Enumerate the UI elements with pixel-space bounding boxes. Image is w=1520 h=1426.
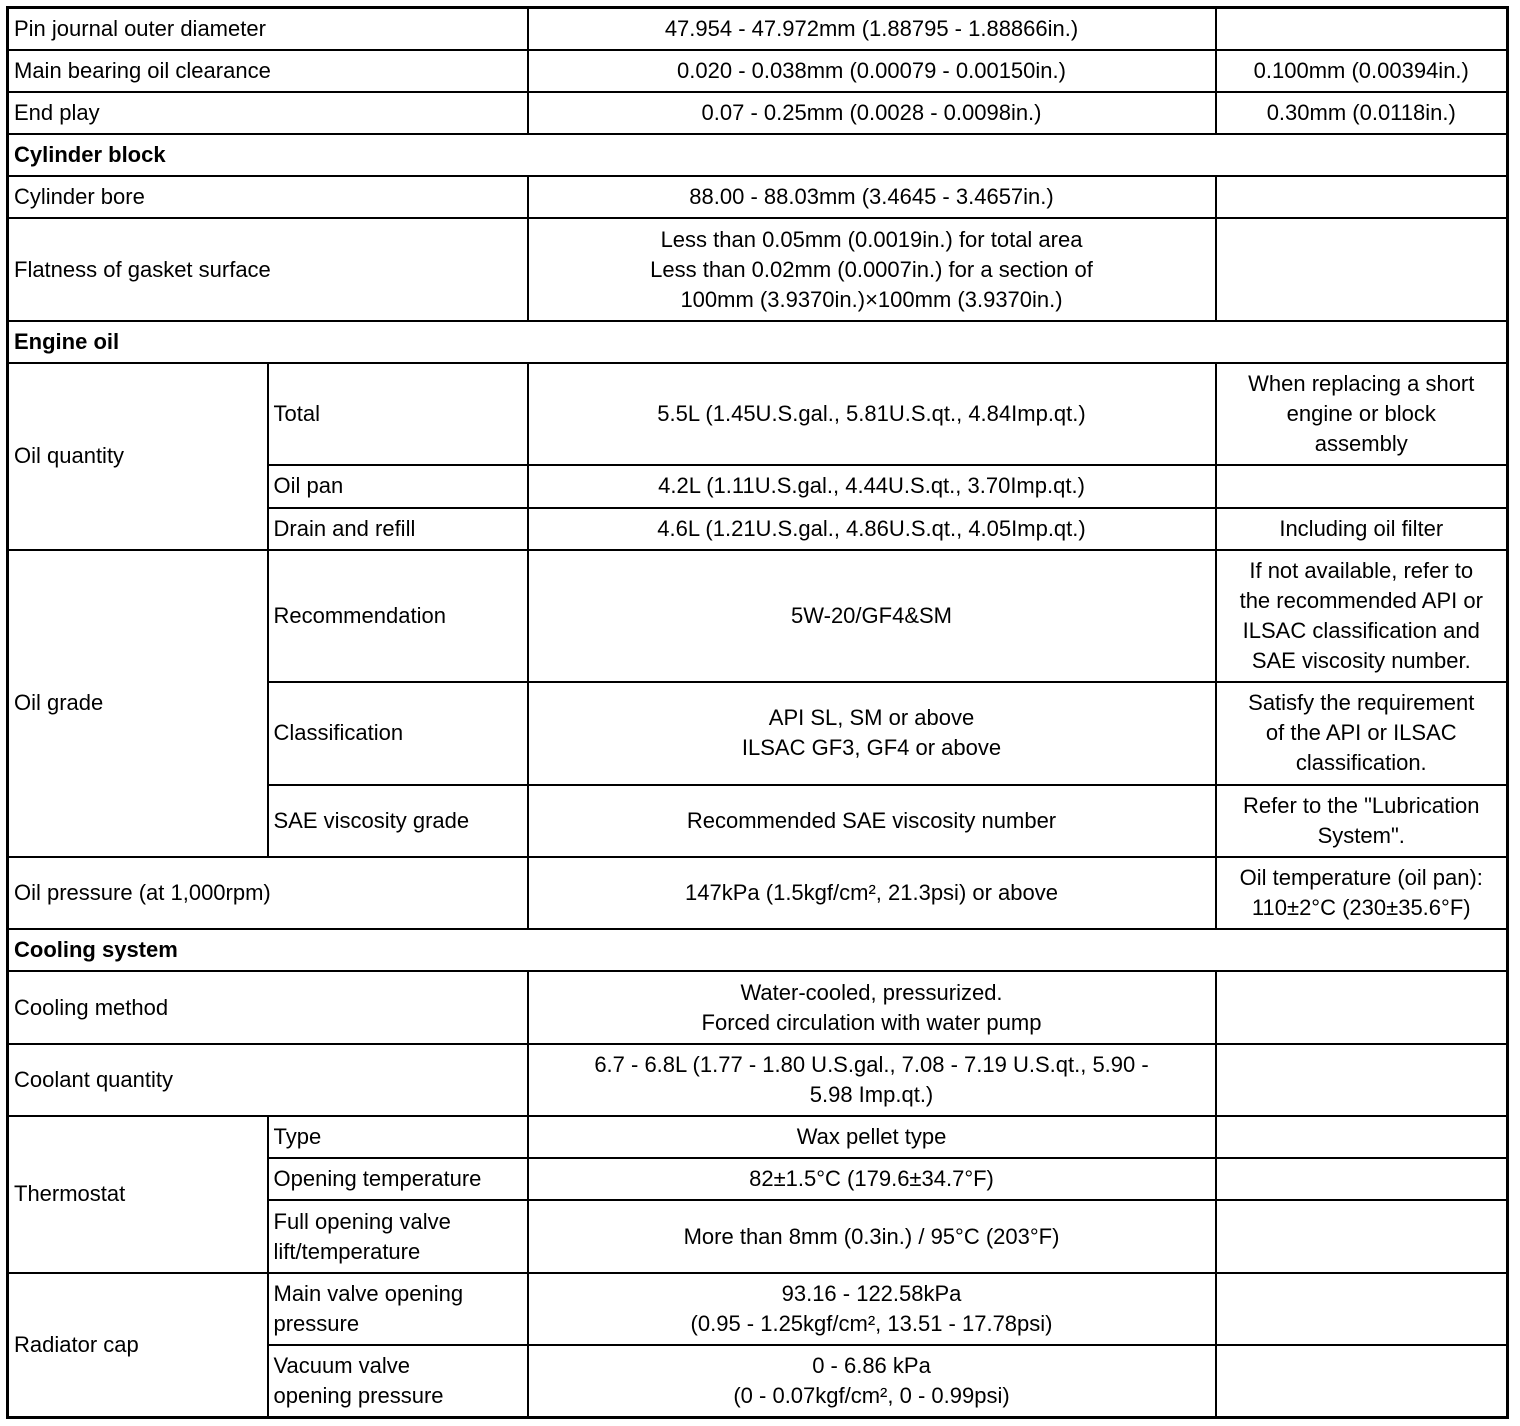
table-row <box>8 971 1508 1043</box>
limit-note <box>1216 857 1508 929</box>
spec-value <box>528 1273 1216 1345</box>
text-line: Satisfy the requirement <box>1248 690 1475 716</box>
text-line: 4.2L (1.11U.S.gal., 4.44U.S.qt., 3.70Imp.qt.) <box>658 473 1085 499</box>
limit-note <box>1216 50 1508 92</box>
spec-value <box>528 8 1216 50</box>
group-label: Radiator cap <box>8 1273 268 1418</box>
limit-note <box>1216 1200 1508 1272</box>
engine-spec-table <box>6 6 1509 1419</box>
text-line: Less than 0.02mm (0.0007in.) for a section of <box>650 256 1093 282</box>
text-line: 5W-20/GF4&SM <box>791 603 952 628</box>
text-line: pressure <box>273 1310 360 1336</box>
text-line: (0 - 0.07kgf/cm², 0 - 0.99psi) <box>733 1383 1010 1408</box>
section-title: Cooling system <box>8 929 1508 971</box>
item-label: Coolant quantity <box>8 1044 528 1116</box>
section-title: Engine oil <box>8 321 1508 363</box>
text-line: Main valve opening <box>273 1280 464 1306</box>
text-line: (0.95 - 1.25kgf/cm², 13.51 - 17.78psi) <box>690 1310 1053 1336</box>
table-row <box>8 92 1508 134</box>
spec-value <box>528 1200 1216 1272</box>
spec-table-body <box>8 8 1508 1418</box>
table-row <box>8 218 1508 320</box>
sub-item-label <box>268 1200 528 1272</box>
spec-value <box>528 1345 1216 1418</box>
sub-item-label: Oil pan <box>268 465 528 507</box>
text-line: Vacuum valve <box>273 1353 411 1378</box>
spec-value <box>528 550 1216 683</box>
text-line: API SL, SM or above <box>768 705 975 731</box>
table-row <box>8 176 1508 218</box>
spec-value <box>528 785 1216 857</box>
limit-note <box>1216 218 1508 320</box>
text-line: 0.07 - 0.25mm (0.0028 - 0.0098in.) <box>701 99 1042 125</box>
sub-item-label: SAE viscosity grade <box>268 785 528 857</box>
item-label: Pin journal outer diameter <box>8 8 528 50</box>
limit-note <box>1216 508 1508 550</box>
spec-value <box>528 682 1216 784</box>
limit-note <box>1216 785 1508 857</box>
limit-note <box>1216 1345 1508 1418</box>
item-label: End play <box>8 92 528 134</box>
table-row <box>8 8 1508 50</box>
group-label: Oil grade <box>8 550 268 857</box>
limit-note <box>1216 1116 1508 1158</box>
text-line: 100mm (3.9370in.)×100mm (3.9370in.) <box>680 286 1063 312</box>
text-line: Oil temperature (oil pan): <box>1239 865 1483 891</box>
spec-value <box>528 508 1216 550</box>
section-header-row <box>8 134 1508 176</box>
item-label: Cooling method <box>8 971 528 1043</box>
item-label: Flatness of gasket surface <box>8 218 528 320</box>
sub-item-label: Classification <box>268 682 528 784</box>
item-label: Oil pressure (at 1,000rpm) <box>8 857 528 929</box>
text-line: 147kPa (1.5kgf/cm², 21.3psi) or above <box>685 880 1058 906</box>
section-title: Cylinder block <box>8 134 1508 176</box>
limit-note <box>1216 1044 1508 1116</box>
spec-value <box>528 176 1216 218</box>
spec-value <box>528 218 1216 320</box>
text-line: classification. <box>1295 750 1427 776</box>
spec-value <box>528 92 1216 134</box>
section-header-row <box>8 321 1508 363</box>
limit-note <box>1216 682 1508 784</box>
text-line: Including oil filter <box>1279 515 1444 541</box>
spec-value <box>528 465 1216 507</box>
text-line: 0.020 - 0.038mm (0.00079 - 0.00150in.) <box>677 57 1066 83</box>
limit-note <box>1216 465 1508 507</box>
text-line: Refer to the "Lubrication <box>1243 792 1480 818</box>
spec-value <box>528 1116 1216 1158</box>
item-label: Main bearing oil clearance <box>8 50 528 92</box>
sub-item-label: Type <box>268 1116 528 1158</box>
spec-value <box>528 971 1216 1043</box>
text-line: engine or block <box>1286 401 1436 427</box>
limit-note <box>1216 92 1508 134</box>
table-row <box>8 1273 1508 1345</box>
text-line: opening pressure <box>273 1383 444 1408</box>
text-line: the recommended API or <box>1239 588 1483 613</box>
text-line: 82±1.5°C (179.6±34.7°F) <box>749 1166 994 1192</box>
table-row <box>8 857 1508 929</box>
spec-value <box>528 1044 1216 1116</box>
spec-value <box>528 1158 1216 1200</box>
text-line: assembly <box>1314 431 1408 457</box>
sub-item-label: Total <box>268 363 528 465</box>
limit-note <box>1216 550 1508 683</box>
sub-item-label: Opening temperature <box>268 1158 528 1200</box>
text-line: 0.100mm (0.00394in.) <box>1253 57 1469 83</box>
spec-value <box>528 50 1216 92</box>
group-label: Oil quantity <box>8 363 268 550</box>
table-row <box>8 50 1508 92</box>
text-line: Wax pellet type <box>796 1124 947 1150</box>
limit-note <box>1216 971 1508 1043</box>
section-header-row <box>8 929 1508 971</box>
text-line: 0 - 6.86 kPa <box>812 1353 931 1378</box>
limit-note <box>1216 176 1508 218</box>
text-line: 110±2°C (230±35.6°F) <box>1251 895 1471 921</box>
sub-item-label <box>268 1273 528 1345</box>
limit-note <box>1216 363 1508 465</box>
text-line: System". <box>1317 822 1405 848</box>
limit-note <box>1216 1158 1508 1200</box>
text-line: 0.30mm (0.0118in.) <box>1266 99 1456 125</box>
group-label: Thermostat <box>8 1116 268 1273</box>
text-line: More than 8mm (0.3in.) / 95°C (203°F) <box>683 1223 1060 1249</box>
text-line: lift/temperature <box>273 1238 421 1264</box>
text-line: of the API or ILSAC <box>1265 720 1457 746</box>
text-line: 5.98 Imp.qt.) <box>809 1081 934 1107</box>
text-line: Less than 0.05mm (0.0019in.) for total area <box>660 226 1083 252</box>
text-line: When replacing a short <box>1248 371 1475 397</box>
spec-value <box>528 857 1216 929</box>
table-row <box>8 1116 1508 1158</box>
limit-note <box>1216 8 1508 50</box>
table-row <box>8 363 1508 465</box>
text-line: ILSAC GF3, GF4 or above <box>741 735 1002 761</box>
sub-item-label: Drain and refill <box>268 508 528 550</box>
item-label: Cylinder bore <box>8 176 528 218</box>
text-line: Recommended SAE viscosity number <box>686 807 1057 833</box>
table-row <box>8 550 1508 683</box>
text-line: SAE viscosity number. <box>1251 648 1471 673</box>
text-line: If not available, refer to <box>1249 558 1474 583</box>
text-line: 6.7 - 6.8L (1.77 - 1.80 U.S.gal., 7.08 - 7.19 U.S.qt., 5.90 - <box>594 1051 1149 1077</box>
text-line: 5.5L (1.45U.S.gal., 5.81U.S.qt., 4.84Imp.qt.) <box>657 401 1086 427</box>
sub-item-label <box>268 1345 528 1418</box>
text-line: Water-cooled, pressurized. <box>740 979 1003 1005</box>
sub-item-label: Recommendation <box>268 550 528 683</box>
spec-value <box>528 363 1216 465</box>
text-line: 4.6L (1.21U.S.gal., 4.86U.S.qt., 4.05Imp.qt.) <box>657 515 1086 541</box>
text-line: 93.16 - 122.58kPa <box>781 1280 962 1306</box>
text-line: ILSAC classification and <box>1242 618 1480 643</box>
text-line: 47.954 - 47.972mm (1.88795 - 1.88866in.) <box>664 15 1079 41</box>
table-row <box>8 1044 1508 1116</box>
text-line: Forced circulation with water pump <box>701 1009 1042 1035</box>
limit-note <box>1216 1273 1508 1345</box>
text-line: 88.00 - 88.03mm (3.4645 - 3.4657in.) <box>689 184 1054 210</box>
text-line: Full opening valve <box>273 1208 451 1234</box>
